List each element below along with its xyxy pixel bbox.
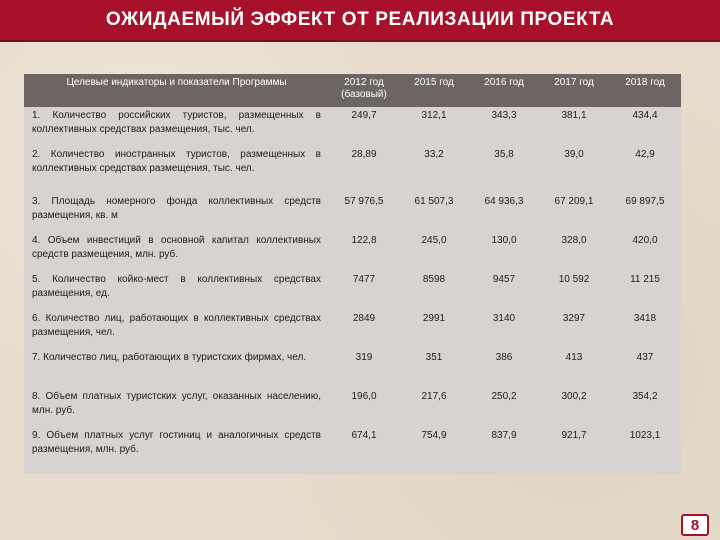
table-row	[24, 427, 681, 466]
column-header-2018: 2018 год	[625, 77, 665, 88]
value-cell: 754,9	[421, 430, 447, 441]
table-row	[24, 193, 681, 232]
table-row	[24, 310, 681, 349]
page-title: ОЖИДАЕМЫЙ ЭФФЕКТ ОТ РЕАЛИЗАЦИИ ПРОЕКТА	[105, 9, 615, 30]
value-cell: 343,3	[491, 110, 517, 121]
value-cell: 2849	[352, 313, 376, 324]
indicator-cell: 5. Количество койко-мест в коллективных средствах размещения, ед.	[32, 274, 321, 299]
column-header-2016: 2016 год	[484, 77, 524, 88]
value-cell: 437	[636, 352, 654, 363]
value-cell: 386	[495, 352, 513, 363]
indicator-cell: 6. Количество лиц, работающих в коллективных средствах размещения, чел.	[32, 313, 321, 338]
value-cell: 217,6	[421, 391, 447, 402]
value-cell: 250,2	[491, 391, 517, 402]
value-cell: 42,9	[635, 149, 655, 160]
value-cell: 35,8	[494, 149, 514, 160]
value-cell: 9457	[492, 274, 516, 285]
indicator-cell: 9. Объем платных услуг гостиниц и аналогичных средств размещения, млн. руб.	[32, 430, 321, 455]
value-cell: 312,1	[421, 110, 447, 121]
indicator-cell: 2. Количество иностранных туристов, размещенных в коллективных средствах размещения, тыс. чел.	[32, 149, 321, 174]
value-cell: 3140	[492, 313, 516, 324]
value-cell: 837,9	[491, 430, 517, 441]
value-cell: 1023,1	[629, 430, 661, 441]
value-cell: 8598	[422, 274, 446, 285]
indicator-cell: 7. Количество лиц, работающих в туристских фирмах, чел.	[32, 352, 307, 363]
value-cell: 420,0	[632, 235, 658, 246]
value-cell: 67 209,1	[554, 196, 594, 207]
value-cell: 674,1	[351, 430, 377, 441]
value-cell: 3297	[562, 313, 586, 324]
value-cell: 381,1	[561, 110, 587, 121]
value-cell: 2991	[422, 313, 446, 324]
value-cell: 7477	[352, 274, 376, 285]
value-cell: 3418	[633, 313, 657, 324]
column-header-indicators: Целевые индикаторы и показатели Программы	[66, 77, 287, 88]
value-cell: 434,4	[632, 110, 658, 121]
value-cell: 39,0	[564, 149, 584, 160]
value-cell: 130,0	[491, 235, 517, 246]
title-bar	[0, 0, 720, 42]
table-header-row	[24, 74, 681, 107]
value-cell: 11 215	[630, 274, 660, 285]
value-cell: 28,89	[351, 149, 377, 160]
indicator-cell: 3. Площадь номерного фонда коллективных средств размещения, кв. м	[32, 196, 321, 221]
indicator-cell: 8. Объем платных туристских услуг, оказанных населению, млн. руб.	[32, 391, 321, 416]
page-number-badge	[681, 514, 709, 536]
value-cell: 61 507,3	[414, 196, 454, 207]
indicators-table-container	[24, 74, 681, 474]
value-cell: 328,0	[561, 235, 587, 246]
column-header-2017: 2017 год	[554, 77, 594, 88]
value-cell: 33,2	[424, 149, 444, 160]
column-header-2012: 2012 год (базовый)	[341, 77, 387, 100]
value-cell: 300,2	[561, 391, 587, 402]
table-row	[24, 271, 681, 310]
value-cell: 10 592	[558, 274, 590, 285]
value-cell: 351	[425, 352, 443, 363]
value-cell: 319	[355, 352, 373, 363]
indicator-cell: 4. Объем инвестиций в основной капитал коллективных средств размещения, млн. руб.	[32, 235, 321, 260]
table-row	[24, 146, 681, 193]
indicator-cell: 1. Количество российских туристов, размещенных в коллективных средствах размещения, тыс. чел.	[32, 110, 321, 135]
table-row	[24, 349, 681, 388]
value-cell: 69 897,5	[625, 196, 665, 207]
column-header-2015: 2015 год	[414, 77, 454, 88]
value-cell: 196,0	[351, 391, 377, 402]
value-cell: 57 976,5	[344, 196, 384, 207]
value-cell: 249,7	[351, 110, 377, 121]
table-row	[24, 388, 681, 427]
value-cell: 245,0	[421, 235, 447, 246]
value-cell: 921,7	[561, 430, 587, 441]
table-row	[24, 232, 681, 271]
value-cell: 64 936,3	[484, 196, 524, 207]
table-row	[24, 107, 681, 146]
value-cell: 122,8	[351, 235, 377, 246]
value-cell: 354,2	[632, 391, 658, 402]
indicators-table	[24, 74, 681, 466]
page-number: 8	[690, 516, 700, 534]
value-cell: 413	[565, 352, 583, 363]
